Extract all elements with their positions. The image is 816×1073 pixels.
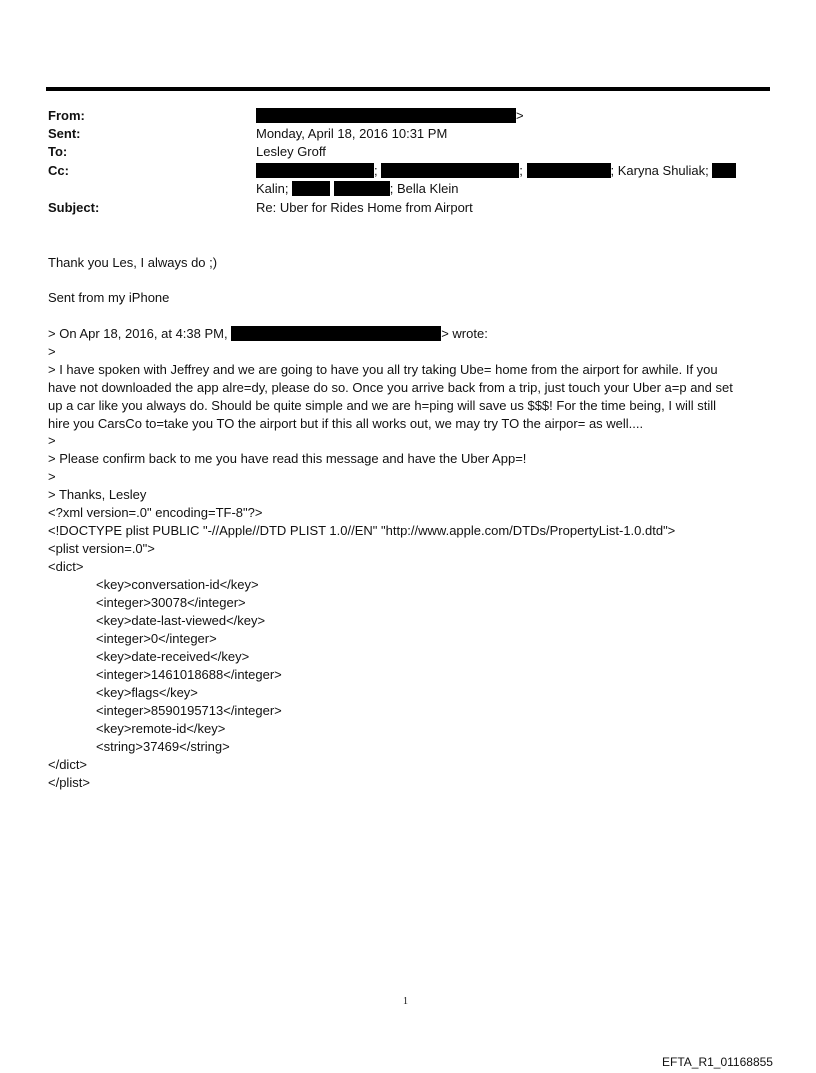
xml-line: <string>37469</string> (96, 739, 230, 754)
xml-line: <integer>1461018688</integer> (96, 667, 282, 682)
bates-number: EFTA_R1_01168855 (662, 1055, 773, 1069)
xml-line: <key>conversation-id</key> (96, 577, 259, 592)
redaction-bar (231, 326, 441, 341)
header-rule (46, 87, 770, 91)
quote-line: > Thanks, Lesley (48, 487, 147, 502)
body-line: Thank you Les, I always do ;) (48, 255, 218, 270)
from-suffix: > (516, 108, 524, 123)
subject-label: Subject: (48, 200, 100, 215)
redaction-bar (256, 108, 516, 123)
subject-value: Re: Uber for Rides Home from Airport (256, 200, 473, 215)
xml-line: </dict> (48, 757, 88, 772)
xml-line: <key>remote-id</key> (96, 721, 226, 736)
cc-line-1 (256, 163, 736, 178)
from-value (256, 108, 524, 123)
cc-separator: ; (519, 163, 523, 178)
sent-label: Sent: (48, 126, 81, 141)
xml-line: <?xml version=.0" encoding=TF-8"?> (48, 505, 263, 520)
quote-line: hire you CarsCo to=take you TO the airport but if this all works out, we may try TO the airpor= as well.... (48, 416, 644, 431)
quote-line: > I have spoken with Jeffrey and we are going to have you all try taking Ube= home from the airport for awhile. If you (48, 362, 718, 377)
quote-line: > Please confirm back to me you have read this message and have the Uber App=! (48, 451, 527, 466)
xml-line: <key>date-received</key> (96, 649, 250, 664)
quote-line: up a car like you always do. Should be quite simple and we are h=ping will save us $$$! For the time being, I will still (48, 398, 717, 413)
xml-line: <plist version=.0"> (48, 541, 155, 556)
cc-line-2 (256, 181, 458, 196)
redaction-bar (292, 181, 330, 196)
xml-line: <dict> (48, 559, 84, 574)
xml-line: <!DOCTYPE plist PUBLIC "-//Apple//DTD PLIST 1.0//EN" "http://www.apple.com/DTDs/PropertyList-1.0.dtd"> (48, 523, 676, 538)
to-label: To: (48, 144, 68, 159)
body-line: Sent from my iPhone (48, 290, 170, 305)
redaction-bar (256, 163, 374, 178)
sent-value: Monday, April 18, 2016 10:31 PM (256, 126, 448, 141)
quote-intro-start: > On Apr 18, 2016, at 4:38 PM, (48, 326, 228, 341)
quote-line: > (48, 344, 56, 359)
quote-intro (48, 326, 488, 341)
quote-line: > (48, 433, 56, 448)
xml-line: <key>flags</key> (96, 685, 198, 700)
redaction-bar (527, 163, 611, 178)
quote-intro-end: > wrote: (441, 326, 488, 341)
cc-label: Cc: (48, 163, 69, 178)
cc-name-bella: ; Bella Klein (389, 181, 459, 196)
to-value: Lesley Groff (256, 144, 326, 159)
xml-line: <integer>8590195713</integer> (96, 703, 282, 718)
xml-line: <integer>30078</integer> (96, 595, 246, 610)
cc-separator: ; (374, 163, 378, 178)
xml-line: <key>date-last-viewed</key> (96, 613, 266, 628)
cc-name-karyna: ; Karyna Shuliak; (610, 163, 709, 178)
redaction-bar (334, 181, 390, 196)
cc-name-kalin: Kalin; (256, 181, 289, 196)
quote-line: have not downloaded the app alre=dy, please do so. Once you arrive back from a trip, just touch your Uber a=p and set (48, 380, 733, 395)
from-label: From: (48, 108, 85, 123)
redaction-bar (712, 163, 736, 178)
xml-line: <integer>0</integer> (96, 631, 217, 646)
redaction-bar (381, 163, 519, 178)
quote-line: > (48, 469, 56, 484)
page-number: 1 (403, 996, 408, 1007)
xml-line: </plist> (48, 775, 90, 790)
